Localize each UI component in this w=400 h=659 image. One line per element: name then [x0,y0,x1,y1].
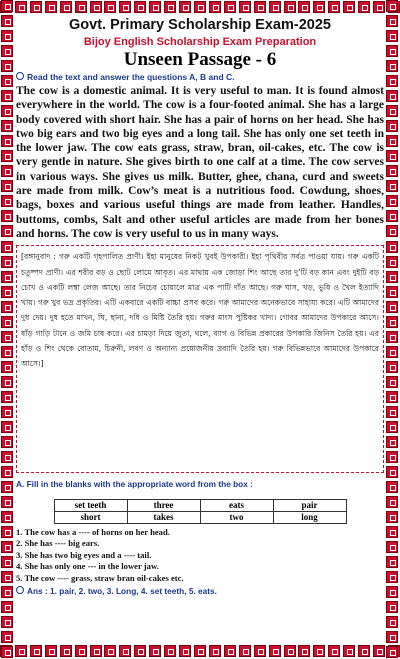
fill-blanks-title: A. Fill in the blanks with the appropriate word from the box : [16,479,253,490]
border-tile-icon [1,436,13,448]
border-tile-icon [1,241,13,253]
border-tile-icon [373,645,385,657]
border-tile-icon [386,241,398,253]
instruction-text: Read the text and answer the questions A, B and C. [27,72,235,82]
border-tile-icon [386,210,398,222]
border-tile-icon [30,645,42,657]
border-tile-icon [386,165,398,177]
border-tile-icon [209,1,221,13]
bottom-border [0,645,400,658]
border-tile-icon [1,481,13,493]
border-tile-icon [1,90,13,102]
word-box-cell: takes [127,511,200,523]
border-tile-icon [386,331,398,343]
border-tile-icon [1,451,13,463]
border-tile-icon [224,1,236,13]
instruction-line [16,72,384,83]
word-box-cell: two [200,511,273,523]
border-tile-icon [386,346,398,358]
border-tile-icon [313,645,325,657]
border-tile-icon [386,316,398,328]
border-tile-icon [1,165,13,177]
border-tile-icon [1,496,13,508]
border-tile-icon [386,631,398,643]
word-box-cell: three [127,499,200,511]
border-tile-icon [386,180,398,192]
border-tile-icon [284,1,296,13]
right-border [386,0,399,659]
border-tile-icon [45,645,57,657]
border-tile-icon [386,75,398,87]
passage-title: Unseen Passage - 6 [123,49,277,70]
word-box-row [54,499,346,511]
word-box-cell: set teeth [54,499,127,511]
border-tile-icon [386,135,398,147]
border-tile-icon [269,1,281,13]
border-tile-icon [1,646,13,658]
border-tile-icon [1,0,13,12]
border-tile-icon [104,1,116,13]
ring-bullet-icon [16,586,24,594]
border-tile-icon [254,645,266,657]
border-tile-icon [134,1,146,13]
question-item: 1. The cow has a ---- of horns on her head. [16,526,170,537]
border-tile-icon [60,645,72,657]
border-tile-icon [386,601,398,613]
border-tile-icon [1,180,13,192]
top-border [0,1,400,14]
border-tile-icon [149,645,161,657]
border-tile-icon [1,526,13,538]
word-box-cell: long [273,511,346,523]
bangla-translation: [বঙ্গানুবাদ : গরু একটি গৃহপালিত প্রাণী। ইহা মানুষের নিকট খুবই উপকারী। ইহা পৃথিবীর সর্বত্র পাওয়া যায়। গরু একটি চতুষ্পদ প্রাণী। এর শরীর বড় ও ছোট লোমে আবৃত। এর মাথায় এক জোড়া শিং আছে তার দু’টি বড় কান এবং দুইটি বড় চোখ ও একটি লম্বা লেজ আছে। তার নিচের চোয়ালে মাত্র এক পাটি দাঁত আছে। গরু ঘাস, খড়, ভুষি ও খৈল ইত্যাদি খায়। গরু খুব ভদ্র প্রকৃতির। এটি একবারে একটি বাচ্চা প্রসব করে। গরু আমাদের অনেকভাবে সাহায্য করে। এটি আমাদের দুধ দেয়। দুধ হতে মাখন, ঘি, ছানা, দধি ও মিষ্টি তৈরি হয়। গরুর মাংস পুষ্টিকর খাদ্য। গোবর আমাদের উপকারে আসে। ষাঁড় গাড়ি টানে ও জমি চাষ করে। এর চামড়া দিয়ে জুতা, থলে, ব্যাগ ও বিভিন্ন প্রকারের উপকারি জিনিস তৈরি হয়। এর হাঁড় ও শিং থেকে বোতাম, চিরুনী, লবণ ও অন্যান্য প্রয়োজনীয় দ্রব্যাদি তৈরি হয়। গরু বিভিন্নভাবে আমাদের উপকারে আসে।] [16,245,384,473]
border-tile-icon [386,150,398,162]
border-tile-icon [119,645,131,657]
border-tile-icon [1,361,13,373]
border-tile-icon [298,645,310,657]
border-tile-icon [269,645,281,657]
border-tile-icon [343,1,355,13]
border-tile-icon [386,286,398,298]
border-tile-icon [328,1,340,13]
border-tile-icon [1,105,13,117]
border-tile-icon [386,195,398,207]
border-tile-icon [386,421,398,433]
page-content [16,16,384,643]
border-tile-icon [179,1,191,13]
border-tile-icon [1,601,13,613]
border-tile-icon [386,616,398,628]
exam-subtitle: Bijoy English Scholarship Exam Preparation [83,36,317,48]
border-tile-icon [386,406,398,418]
border-tile-icon [1,75,13,87]
border-tile-icon [1,301,13,313]
border-tile-icon [386,481,398,493]
border-tile-icon [373,1,385,13]
border-tile-icon [90,645,102,657]
border-tile-icon [1,271,13,283]
border-tile-icon [386,376,398,388]
border-tile-icon [1,391,13,403]
border-tile-icon [134,645,146,657]
border-tile-icon [1,511,13,523]
border-tile-icon [298,1,310,13]
border-tile-icon [179,645,191,657]
border-tile-icon [239,645,251,657]
border-tile-icon [386,556,398,568]
border-tile-icon [209,645,221,657]
border-tile-icon [386,361,398,373]
border-tile-icon [1,316,13,328]
border-tile-icon [386,436,398,448]
border-tile-icon [386,391,398,403]
word-box-cell: short [54,511,127,523]
border-tile-icon [386,466,398,478]
border-tile-icon [1,331,13,343]
border-tile-icon [1,120,13,132]
border-tile-icon [386,451,398,463]
border-tile-icon [1,210,13,222]
exam-title: Govt. Primary Scholarship Exam-2025 [69,17,331,33]
border-tile-icon [386,60,398,72]
border-tile-icon [1,150,13,162]
border-tile-icon [1,346,13,358]
border-tile-icon [313,1,325,13]
question-item: 2. She has ---- big ears. [16,538,100,549]
border-tile-icon [119,1,131,13]
border-tile-icon [386,105,398,117]
border-tile-icon [1,30,13,42]
border-tile-icon [1,225,13,237]
border-tile-icon [1,466,13,478]
border-tile-icon [328,645,340,657]
border-tile-icon [386,256,398,268]
ring-bullet-icon [16,72,24,80]
border-tile-icon [386,225,398,237]
border-tile-icon [75,1,87,13]
question-item: 3. She has two big eyes and a ---- tail. [16,549,152,560]
border-tile-icon [284,645,296,657]
passage-text: The cow is a domestic animal. It is very useful to man. It is found almost everywhere in the world. The cow is a four-footed animal. She has a large body covered with short hair. She has a pair of horns on her head. She has two big ears and two big eyes and a long tail. She has only one set teeth in the lower jaw. The cow eats grass, straw, bran, oil-cakes, etc. The cow is very gentle in nature. She gives birth to one calf at a time. The cow serves in various ways. She gives us milk. Butter, ghee, chana, curd and sweets are made from milk. Cow’s meat is a nutritious food. Cowdung, shoes, bags, boxes and various useful things are made from leather. Handles, buttoms, combs, Salt and other useful articles are made from her bones and horns. The cow is very useful to us in many ways. [16,85,384,240]
border-tile-icon [239,1,251,13]
border-tile-icon [149,1,161,13]
border-tile-icon [1,616,13,628]
border-tile-icon [386,45,398,57]
border-tile-icon [386,511,398,523]
border-tile-icon [386,646,398,658]
border-tile-icon [1,586,13,598]
border-tile-icon [358,645,370,657]
border-tile-icon [224,645,236,657]
border-tile-icon [1,60,13,72]
border-tile-icon [1,376,13,388]
question-item: 4. She has only one --- in the lower jaw. [16,561,159,572]
border-tile-icon [45,1,57,13]
border-tile-icon [194,1,206,13]
word-box [54,499,347,524]
border-tile-icon [386,526,398,538]
border-tile-icon [386,0,398,12]
border-tile-icon [1,631,13,643]
border-tile-icon [60,1,72,13]
border-tile-icon [1,45,13,57]
left-border [1,0,14,659]
border-tile-icon [164,1,176,13]
border-tile-icon [1,135,13,147]
border-tile-icon [1,195,13,207]
word-box-cell: eats [200,499,273,511]
border-tile-icon [386,120,398,132]
answer-text: Ans : 1. pair, 2. two, 3. Long, 4. set teeth, 5. eats. [27,585,217,596]
border-tile-icon [90,1,102,13]
border-tile-icon [1,256,13,268]
border-tile-icon [75,645,87,657]
border-tile-icon [1,421,13,433]
border-tile-icon [1,556,13,568]
border-tile-icon [1,286,13,298]
answer-line [16,586,384,597]
border-tile-icon [386,496,398,508]
border-tile-icon [1,541,13,553]
border-tile-icon [30,1,42,13]
border-tile-icon [15,645,27,657]
border-tile-icon [164,645,176,657]
border-tile-icon [386,30,398,42]
border-tile-icon [386,586,398,598]
question-item: 5. The cow ---- grass, straw bran oil-cakes etc. [16,572,184,583]
border-tile-icon [386,571,398,583]
border-tile-icon [1,571,13,583]
word-box-row [54,511,346,523]
border-tile-icon [104,645,116,657]
border-tile-icon [386,541,398,553]
border-tile-icon [386,90,398,102]
border-tile-icon [386,15,398,27]
border-tile-icon [1,406,13,418]
border-tile-icon [386,301,398,313]
border-tile-icon [386,271,398,283]
border-tile-icon [343,645,355,657]
word-box-cell: pair [273,499,346,511]
border-tile-icon [194,645,206,657]
border-tile-icon [15,1,27,13]
border-tile-icon [358,1,370,13]
border-tile-icon [1,15,13,27]
border-tile-icon [254,1,266,13]
